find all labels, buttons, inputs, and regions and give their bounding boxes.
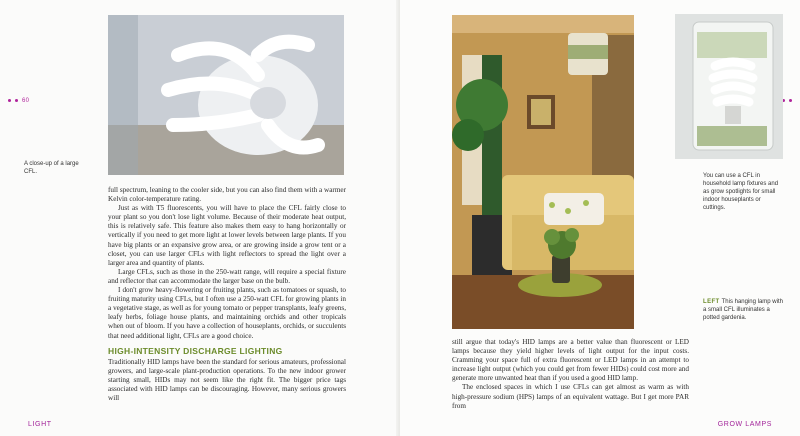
living-room-caption: [703, 298, 783, 322]
footer-left: LIGHT: [28, 421, 52, 428]
paragraph: full spectrum, leaning to the cooler side, but you can also find them with a warmer Kelvin color-temperature rating.: [108, 186, 346, 204]
right-body-text: [452, 338, 689, 411]
footer-right: GROW LAMPS: [717, 421, 772, 428]
cfl-closeup-caption: A close-up of a large CFL.: [24, 161, 79, 175]
cfl-package-photo: [675, 14, 783, 159]
folio-dot: [15, 99, 18, 102]
paragraph: still argue that today's HID lamps are a better value than fluorescent or LED lamps because they yield higher levels of light output for the input costs. Cramming your space full of extra fluorescent or LED lamps in an attempt to increase light output (which you could get from fewer HIDs) could cost more and generate more unwanted heat than if you used a good HID lamp.: [452, 338, 689, 383]
page-number-left: [6, 98, 29, 104]
section-heading: HIGH-INTENSITY DISCHARGE LIGHTING: [108, 345, 283, 356]
paragraph: Just as with T5 fluorescents, you will have to place the CFL fairly close to your plant so you don't lose light volume. Because of their moderate heat output, this is relatively safe. This feature also makes them easy to hang horizontally or vertically if you need to get more light at lower levels between large plants. If you have big plants or an expansive grow area, or are growing inside a grow tent or a closet, you can use larger CFLs with light reflectors to spread the light over a larger area and quantity of plants.: [108, 204, 346, 267]
caption-text: This hanging lamp with a small CFL illuminates a potted gardenia.: [703, 299, 783, 321]
caption-lead: LEFT: [703, 299, 720, 305]
paragraph: Large CFLs, such as those in the 250-watt range, will require a special fixture and reflector that can accommodate the larger base on the bulb.: [108, 267, 346, 285]
paragraph: The enclosed spaces in which I use CFLs can get almost as warm as with high-pressure sodium (HPS) lamps of an equivalent wattage. But I get more PAR from: [452, 383, 689, 410]
cfl-closeup-photo: [108, 15, 344, 175]
folio-dot: [789, 99, 792, 102]
paragraph: Traditionally HID lamps have been the standard for serious amateurs, professional growers, and large-scale plant-production operations. To the new indoor grower starting small, HIDs may not seem like the right fit. The bigger price tags associated with HID lamps can be discouraging. However, many serious growers will: [108, 357, 346, 403]
left-body-text: [108, 186, 346, 403]
living-room-illustration: [452, 15, 634, 329]
paragraph: I don't grow heavy-flowering or fruiting plants, such as tomatoes or squash, to fruiting maturity using CFLs, but I often use a 250-watt CFL for growing plants in a vegetative stage, as well as for young tomato or pepper transplants, leafy greens, leafy herbs, foliage house plants, and maintaining orchids and other tropicals when out of bloom. If you have a collection of houseplants, orchids, or succulents that need additional light, CFLs are a good choice.: [108, 286, 346, 340]
folio-dot: [8, 99, 11, 102]
page-number-left-text: 60: [21, 98, 30, 104]
cfl-package-caption: You can use a CFL in household lamp fixtures and as grow spotlights for small indoor houseplants or cuttings.: [703, 173, 779, 211]
living-room-photo: [452, 15, 634, 329]
cfl-closeup-illustration: [108, 15, 344, 175]
cfl-package-illustration: [675, 14, 783, 159]
